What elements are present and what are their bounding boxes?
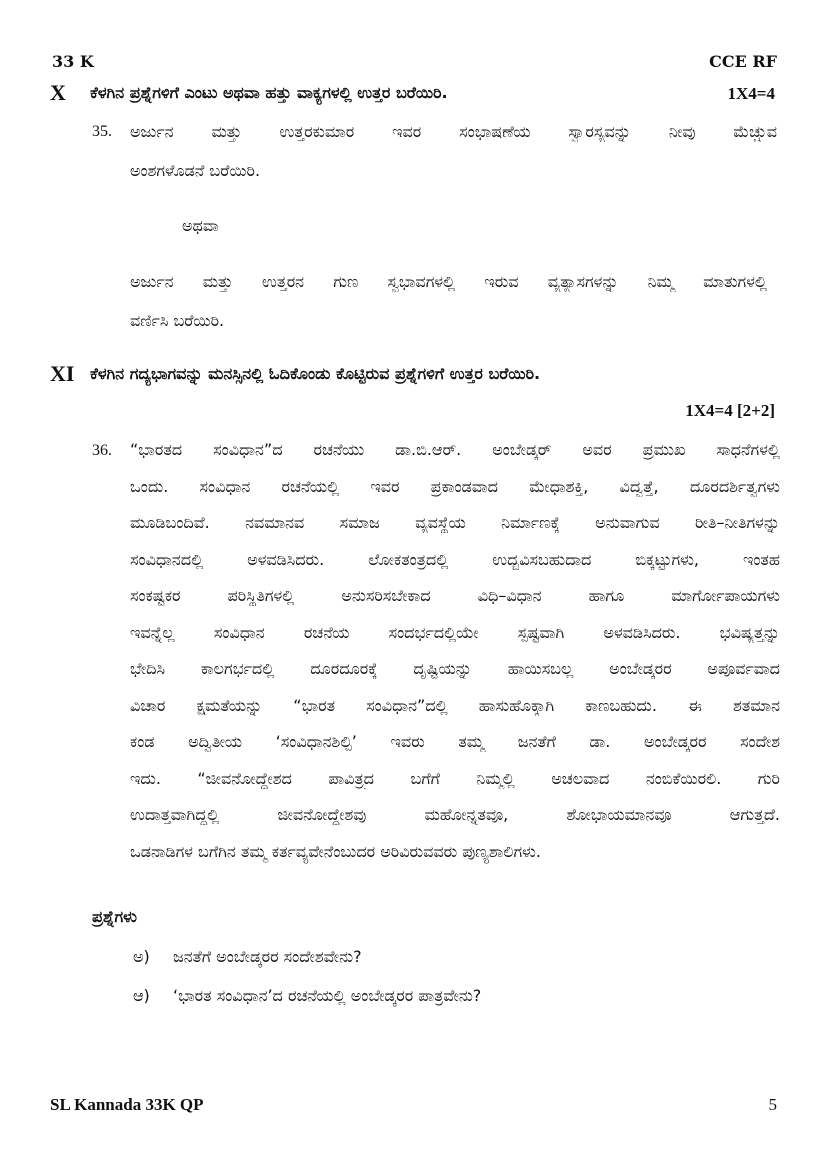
page-number: 5 (768, 1095, 777, 1114)
section-x-marks: 1X4=4 (727, 84, 775, 103)
or-label: ಅಥವಾ (182, 216, 219, 235)
passage-line: ವಿಚಾರ ಕ್ಷಮತೆಯನ್ನು “ಭಾರತ ಸಂವಿಧಾನ”ದಲ್ಲಿ ಹಾಸುಹೊಕ್ಕಾಗಿ ಕಾಣಬಹುದು. ಈ ಶತಮಾನ (130, 695, 780, 715)
sub-question-b-label: ಆ) (133, 986, 150, 1005)
passage-line: “ಭಾರತದ ಸಂವಿಧಾನ”ದ ರಚನೆಯು ಡಾ.ಬಿ.ಆರ್. ಅಂಬೇಡ್ಕರ್ ಅವರ ಪ್ರಮುಖ ಸಾಧನೆಗಳಲ್ಲಿ (130, 440, 780, 459)
header-code: 33 K (52, 52, 94, 71)
passage-line: ಸಂವಿಧಾನದಲ್ಲಿ ಅಳವಡಿಸಿದರು. ಲೋಕತಂತ್ರದಲ್ಲಿ ಉದ್ಭವಿಸಬಹುದಾದ ಬಿಕ್ಕಟ್ಟುಗಳು, ಇಂತಹ (130, 549, 780, 569)
question-36-number: 36. (92, 442, 112, 459)
questions-label: ಪ್ರಶ್ನೆಗಳು (92, 907, 137, 926)
passage-line: ಮೂಡಿಬಂದಿವೆ. ನವಮಾನವ ಸಮಾಜ ವ್ಯವಸ್ಥೆಯ ನಿರ್ಮಾಣಕ್ಕೆ ಅನುವಾಗುವ ರೀತಿ–ನೀತಿಗಳನ್ನು (130, 513, 780, 532)
footer-title: SL Kannada 33K QP (50, 1095, 204, 1114)
passage-line: ಉದಾತ್ತವಾಗಿದ್ದಲ್ಲಿ ಜೀವನೋದ್ದೇಶವು ಮಹೋನ್ನತವೂ, ಶೋಭಾಯಮಾನವೂ ಆಗುತ್ತದೆ. (130, 805, 780, 824)
passage-line: ಇವನ್ನೆಲ್ಲ ಸಂವಿಧಾನ ರಚನೆಯ ಸಂದರ್ಭದಲ್ಲಿಯೇ ಸ್ಪಷ್ಟವಾಗಿ ಅಳವಡಿಸಿದರು. ಭವಿಷ್ಯತ್ತನ್ನು (130, 622, 780, 642)
section-xi-number: XI (50, 361, 75, 386)
header-series: CCE RF (709, 52, 777, 71)
passage-line: ಒಡನಾಡಿಗಳ ಬಗೆಗಿನ ತಮ್ಮ ಕರ್ತವ್ಯವೇನೆಂಬುದರ ಅರಿವಿರುವವರು ಪುಣ್ಯಶಾಲಿಗಳು. (130, 841, 541, 861)
sub-question-a-text: ಜನತೆಗೆ ಅಂಬೇಡ್ಕರರ ಸಂದೇಶವೇನು? (173, 947, 362, 966)
section-xi-marks: 1X4=4 [2+2] (685, 401, 775, 420)
question-35-alt-line-1: ಅರ್ಜುನ ಮತ್ತು ಉತ್ತರನ ಗುಣ ಸ್ವಭಾವಗಳಲ್ಲಿ ಇರುವ ವ್ಯತ್ಯಾಸಗಳನ್ನು ನಿಮ್ಮ ಮಾತುಗಳಲ್ಲಿ (130, 272, 767, 291)
passage-line: ಒಂದು. ಸಂವಿಧಾನ ರಚನೆಯಲ್ಲಿ ಇವರ ಪ್ರಕಾಂಡವಾದ ಮೇಧಾಶಕ್ತಿ, ವಿದ್ವತ್ತೆ, ದೂರದರ್ಶಿತ್ವಗಳು (130, 476, 780, 496)
section-xi-instruction: ಕೆಳಗಿನ ಗದ್ಯಭಾಗವನ್ನು ಮನಸ್ಸಿನಲ್ಲಿ ಓದಿಕೊಂಡು ಕೊಟ್ಟಿರುವ ಪ್ರಶ್ನೆಗಳಿಗೆ ಉತ್ತರ ಬರೆಯಿರಿ. (90, 364, 541, 383)
passage-line: ಇದು. “ಜೀವನೋದ್ದೇಶದ ಪಾವಿತ್ರ್ಯದ ಬಗೆಗೆ ನಿಮ್ಮಲ್ಲಿ ಅಚಲವಾದ ನಂಬಿಕೆಯಿರಲಿ. ಗುರಿ (130, 768, 780, 788)
question-35-number: 35. (92, 123, 112, 140)
passage-line: ಕಂಡ ಅದ್ವಿತೀಯ ‘ಸಂವಿಧಾನಶಿಲ್ಪಿ’ ಇವರು ತಮ್ಮ ಜನತೆಗೆ ಡಾ. ಅಂಬೇಡ್ಕರರ ಸಂದೇಶ (130, 732, 780, 751)
section-x-instruction: ಕೆಳಗಿನ ಪ್ರಶ್ನೆಗಳಿಗೆ ಎಂಟು ಅಥವಾ ಹತ್ತು ವಾಕ್ಯಗಳಲ್ಲಿ ಉತ್ತರ ಬರೆಯಿರಿ. (90, 83, 448, 102)
sub-question-a-label: ಅ) (133, 947, 150, 966)
passage-line: ಭೇದಿಸಿ ಕಾಲಗರ್ಭದಲ್ಲಿ ದೂರದೂರಕ್ಕೆ ದೃಷ್ಟಿಯನ್ನು ಹಾಯಿಸಬಲ್ಲ ಅಂಬೇಡ್ಕರರ ಅಪೂರ್ವವಾದ (130, 659, 780, 678)
question-35-alt-line-2: ವರ್ಣಿಸಿ ಬರೆಯಿರಿ. (130, 311, 225, 330)
question-35-line-1: ಅರ್ಜುನ ಮತ್ತು ಉತ್ತರಕುಮಾರ ಇವರ ಸಂಭಾಷಣೆಯ ಸ್ವಾರಸ್ಯವನ್ನು ನೀವು ಮೆಚ್ಚುವ (130, 122, 777, 141)
sub-question-b-text: ‘ಭಾರತ ಸಂವಿಧಾನ’ದ ರಚನೆಯಲ್ಲಿ ಅಂಬೇಡ್ಕರರ ಪಾತ್ರವೇನು? (173, 986, 482, 1005)
passage-line: ಸಂಕಷ್ಟಕರ ಪರಿಸ್ಥಿತಿಗಳಲ್ಲಿ ಅನುಸರಿಸಬೇಕಾದ ವಿಧಿ–ವಿಧಾನ ಹಾಗೂ ಮಾರ್ಗೋಪಾಯಗಳು (130, 586, 780, 605)
question-35-line-2: ಅಂಶಗಳೊಡನೆ ಬರೆಯಿರಿ. (130, 161, 261, 180)
section-x-number: X (50, 80, 66, 105)
